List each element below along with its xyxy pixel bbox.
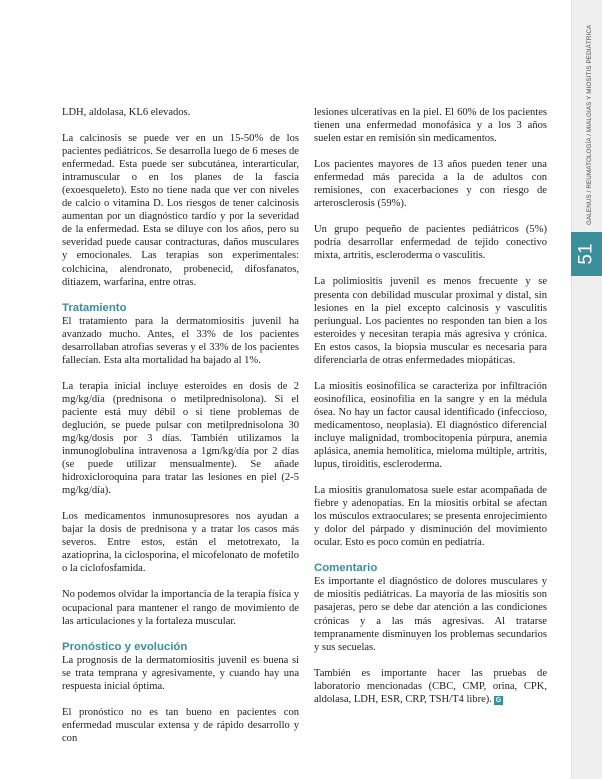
- paragraph: Los pacientes mayores de 13 años pueden tener una enfermedad más parecida a la de adultos con remisiones, con exacerbaciones y con riesgo de arterosclerosis (59%).: [314, 159, 547, 210]
- paragraph-final: [314, 667, 547, 706]
- paragraph: No podemos olvidar la importancia de la terapia física y ocupacional para mantener el rango de movimiento de las articulaciones y la fortaleza muscular.: [62, 589, 299, 627]
- paragraph: El tratamiento para la dermatomiositis juvenil ha avanzado mucho. Antes, el 33% de los pacientes desarrollaban atrofias severas y el 33% de los pacientes fallecían. Esta alta mortalidad ha bajado al 1%.: [62, 315, 299, 366]
- paragraph: La polimiositis juvenil es menos frecuente y se presenta con debilidad muscular proximal y distal, sin lesiones en la piel excepto calcinosis y vasculitis periungual. Los pacientes no responden tan bien a los esteroides y necesitan terapia más agresiva y crónica. En estos casos, la biopsia muscular es necesaria para diferenciarla de otras enfermedades miopáticas.: [314, 276, 547, 366]
- paragraph-final-text: También es importante hacer las pruebas de laboratorio mencionadas (CBC, CMP, orina, CPK, aldolasa, LDH, ESR, CRP, TSH/T4 libre).: [314, 667, 547, 705]
- left-column: [62, 106, 299, 758]
- paragraph: LDH, aldolasa, KL6 elevados.: [62, 107, 191, 118]
- running-head: GALENUS / REUMATOLOGÍA / MIALGIAS Y MIOSITIS PEDIÁTRICA: [586, 24, 593, 225]
- section-heading-comentario: Comentario: [314, 562, 378, 575]
- paragraph: La terapia inicial incluye esteroides en dosis de 2 mg/kg/día (prednisona o metilprednisolona). Si el paciente está muy débil o si tiene problemas de deglución, se puede pulsar con metilprednisolona 30 mg/kg/dosis por 3 días. También utilizamos la inmunoglobulina intravenosa a 1gm/kg/día por 2 días (se puede utilizar mensualmente). Se añade hidroxicloroquina para tratar las lesiones en piel (2-5 mg/kg/día).: [62, 380, 299, 497]
- page-number-box: [571, 232, 602, 276]
- paragraph: La miositis eosinofílica se caracteriza por infiltración eosinofílica, eosinofilia en la sangre y en la médula ósea. No hay un factor causal identificado (infeccioso, medicamentoso, neoplasia). El diagnóstico diferencial incluye malignidad, trombocitopenia púrpura, anemia aplásica, anemia hemolítica, mieloma múltiple, artritis, lupus, tiroiditis, escleroderma.: [314, 380, 547, 471]
- section-heading-pronostico: Pronóstico y evolución: [62, 640, 188, 653]
- paragraph: Los medicamentos inmunosupresores nos ayudan a bajar la dosis de prednisona y a tratar los casos más severos. Entre estos, están el metotrexato, la azatioprina, la ciclosporina, el micofelonato de mofetilo o la ciclofosfamida.: [62, 511, 299, 575]
- paragraph: La miositis granulomatosa suele estar acompañada de fiebre y adenopatías. En la miositis orbital se afectan los músculos extraoculares; se presenta enrojecimiento y dolor del párpado y disminución del movimiento ocular. Esto es poco común en pediatría.: [314, 485, 547, 549]
- paragraph: Es importante el diagnóstico de dolores musculares y de miositis pediátricas. La mayoría de las miositis son pasajeras, pero se debe dar atención a las condiciones crónicas y a las más agresivas. Al tratarse tempranamente disminuyen los problemas secundarios y sus secuelas.: [314, 576, 547, 653]
- paragraph: Un grupo pequeño de pacientes pediátricos (5%) podría desarrollar enfermedad de tejido conectivo mixta, artritis, escleroderma o vasculitis.: [314, 224, 547, 262]
- section-heading-tratamiento: Tratamiento: [62, 301, 127, 314]
- paragraph: lesiones ulcerativas en la piel. El 60% de los pacientes tienen una enfermedad monofásica y a los 3 años suelen estar en remisión sin medicamentos.: [314, 107, 547, 145]
- paragraph: La calcinosis se puede ver en un 15-50% de los pacientes pediátricos. Se desarrolla luego de 6 meses de enfermedad. Esta puede ser subcutánea, interarticular, intramuscular o en los planes de la fascia (exoesqueleto). Esto no tiene nada que ver con niveles de calcio o vitamina D. Los riesgos de tener calcinosis aumentan por un diagnóstico tardío y por la severidad de la enfermedad. Esta se diluye con los años, pero su severidad puede causar contracturas, daños musculares y emocionales. Las terapias son experimentales: colchicina, alendronato, probenecid, difosfanatos, ditiazem, warfarina, entre otras.: [62, 133, 299, 288]
- right-column: [314, 106, 547, 719]
- paragraph: El pronóstico no es tan bueno en pacientes con enfermedad muscular extensa y de rápido desarrollo y con: [62, 706, 299, 744]
- paragraph: La prognosis de la dermatomiositis juvenil es buena si se trata temprana y agresivamente, y cuando hay una respuesta inicial óptima.: [62, 654, 299, 692]
- page-number: 51: [575, 243, 597, 265]
- end-of-article-icon: G: [495, 696, 502, 704]
- sidebar-divider: [571, 0, 572, 779]
